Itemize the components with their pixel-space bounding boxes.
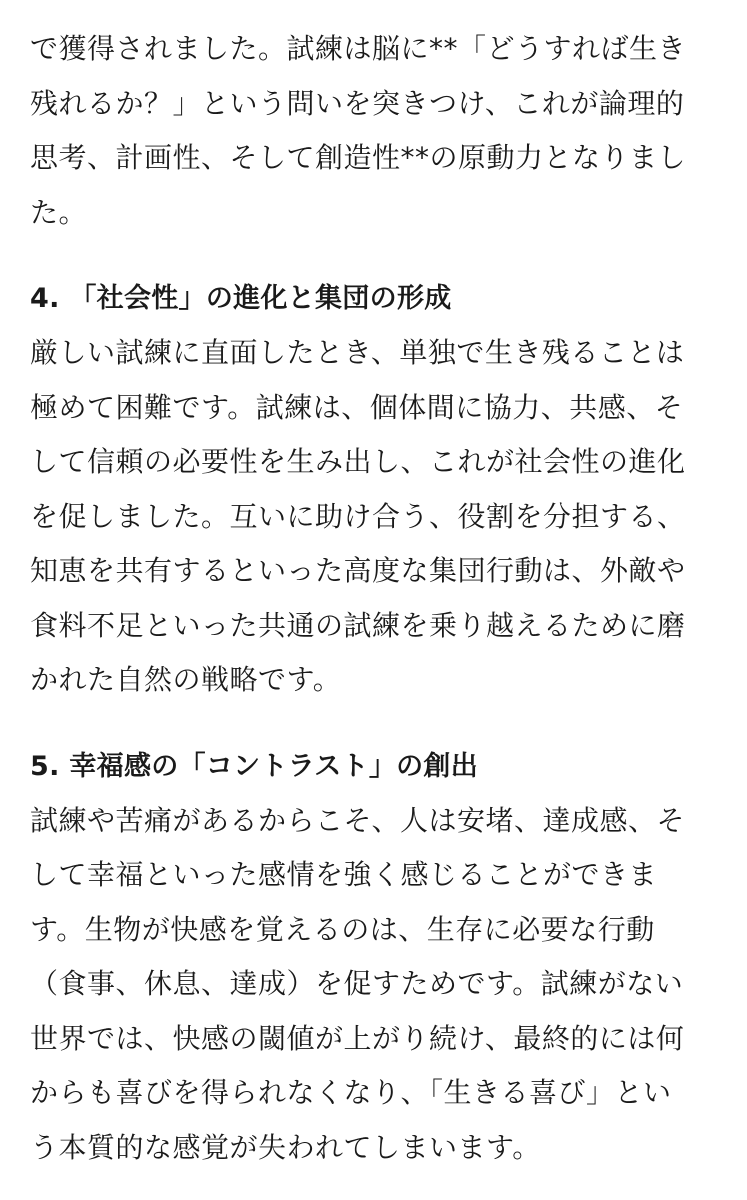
text-line: 知恵を共有するといった高度な集団行動は、外敵や [30,554,686,587]
text-line: す。生物が快感を覚えるのは、生存に必要な行動 [30,912,655,946]
text-line: かれた自然の戦略です。 [30,663,342,696]
text-line: 世界では、快感の閾値が上がり続け、最終的には何 [30,1021,685,1055]
text-line: 試練や苦痛があるからこそ、人は安堵、達成感、そ [30,803,685,837]
section-5-heading: 5. 幸福感の「コントラスト」の創出 [30,750,479,782]
text-line: 食料不足といった共通の試練を乗り越えるために磨 [30,608,686,642]
text-line: を促しました。互いに助け合う、役割を分担する、 [30,499,686,533]
section-4-paragraph [30,326,720,708]
text-line: 残れるか？」という問いを突きつけ、これが論理的 [30,86,685,120]
article-body [30,22,720,1175]
text-line: して信頼の必要性を生み出し、これが社会性の進化 [30,445,686,478]
text-line: 厳しい試練に直面したとき、単独で生き残ることは [30,336,685,369]
text-line: た。 [30,195,88,229]
text-line: して幸福といった感情を強く感じることができま [30,858,658,891]
text-line: で獲得されました。試練は脳に**「どうすれば生き [30,32,687,65]
text-line: （食事、休息、達成）を促すためです。試練がない [30,967,684,1000]
text-line: 思考、計画性、そして創造性**の原動力となりまし [30,141,687,174]
section-4-heading: 4. 「社会性」の進化と集団の形成 [30,283,452,314]
text-line: う本質的な感覚が失われてしまいます。 [30,1130,541,1164]
text-line: からも喜びを得られなくなり、「生きる喜び」とい [30,1076,672,1109]
section-5-paragraph [30,794,720,1176]
intro-paragraph [30,22,720,240]
text-line: 極めて困難です。試練は、個体間に協力、共感、そ [30,390,684,424]
